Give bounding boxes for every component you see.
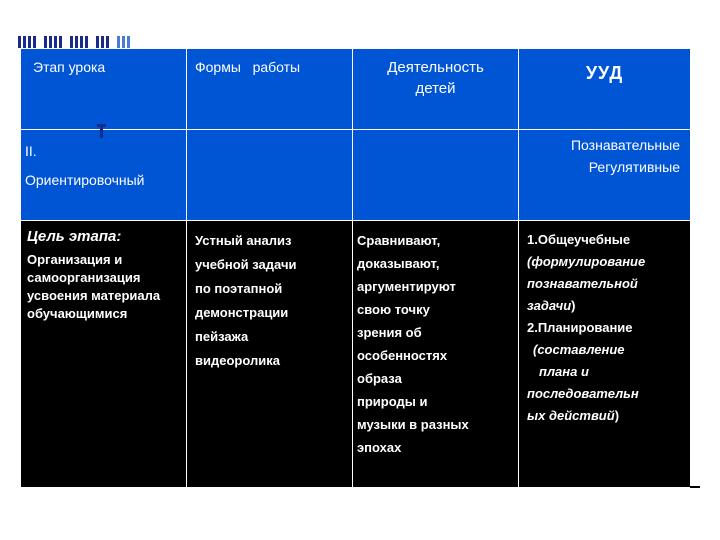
- activity-cell: [353, 221, 519, 488]
- uud-general: 1.Общеучебные: [527, 232, 631, 247]
- content-row: [21, 221, 691, 488]
- goal-cell: [21, 221, 187, 488]
- stage-activity-empty: [353, 130, 519, 221]
- decorative-bars: [18, 36, 130, 48]
- uud-planning-d: ых действий: [527, 408, 615, 423]
- stage-uud-cell: [519, 130, 691, 221]
- goal-text: Организация и самоорганизация усвоения материала обучающимися: [27, 252, 161, 321]
- forms-text: Устный анализ учебной задачи по поэтапной демонстрации пейзажа видеоролика: [195, 233, 297, 368]
- header-row: [21, 49, 691, 130]
- uud-general-a: (формулирование: [527, 254, 646, 269]
- uud-planning-b: плана и: [539, 364, 589, 379]
- stage-cell: II. Ориентировочный: [21, 130, 187, 221]
- uud-regulatory: Регулятивные: [588, 159, 680, 175]
- activity-text: Сравнивают, доказывают, аргументируют свою точку зрения об особенностях образа природы и музыки в разных эпохах: [357, 233, 469, 455]
- uud-planning-close: ): [614, 408, 620, 423]
- goal-title: Цель этапа:: [27, 228, 122, 245]
- decorative-tick: [100, 124, 103, 138]
- uud-planning-a: (составление: [533, 342, 625, 357]
- uud-general-b: познавательной: [527, 276, 638, 291]
- uud-detail-cell: [519, 221, 691, 488]
- stage-forms-empty: [187, 130, 353, 221]
- header-forms: Формы работы: [187, 49, 353, 130]
- uud-planning: 2.Планирование: [527, 320, 633, 335]
- decorative-line: [690, 486, 700, 488]
- header-uud: УУД: [519, 49, 691, 130]
- lesson-table: [20, 48, 690, 488]
- uud-general-close: ): [571, 298, 576, 313]
- stage-row: [21, 130, 691, 221]
- uud-planning-c: последовательн: [527, 386, 639, 401]
- uud-general-c: задачи: [527, 298, 572, 313]
- header-stage: Этап урока: [21, 49, 187, 130]
- forms-cell: [187, 221, 353, 488]
- uud-cognitive: Познавательные: [570, 137, 680, 153]
- header-activity: Деятельность детей: [353, 49, 519, 130]
